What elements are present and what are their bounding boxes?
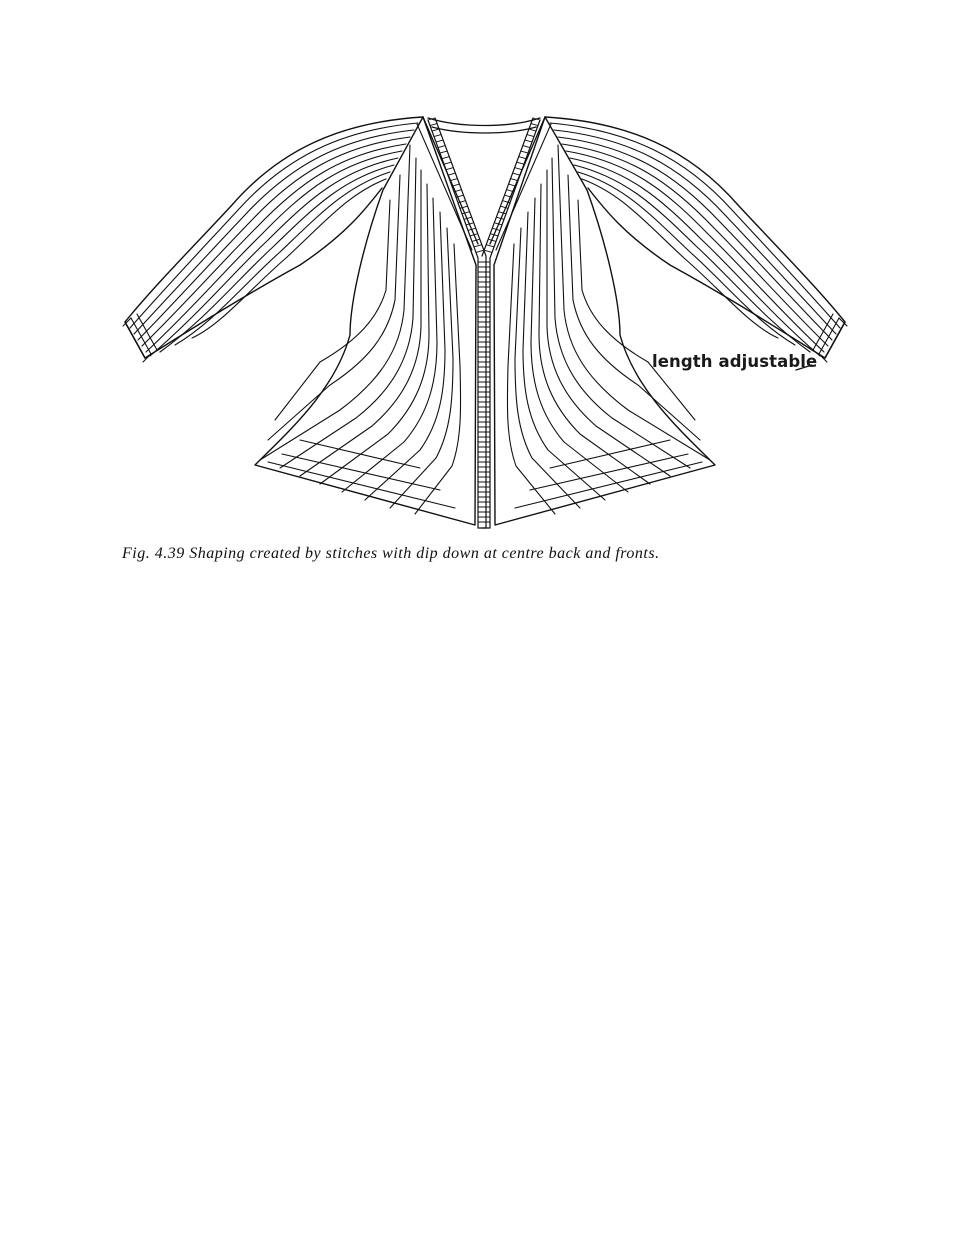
back-neck	[428, 118, 540, 133]
left-sleeve	[123, 117, 423, 362]
right-sleeve	[545, 117, 847, 370]
cardigan-illustration	[0, 0, 970, 560]
length-adjustable-label: length adjustable	[652, 352, 818, 371]
left-front-body	[255, 117, 478, 525]
figure-caption: Fig. 4.39 Shaping created by stitches with dip down at centre back and fronts.	[122, 545, 660, 562]
right-front-body	[490, 117, 715, 525]
